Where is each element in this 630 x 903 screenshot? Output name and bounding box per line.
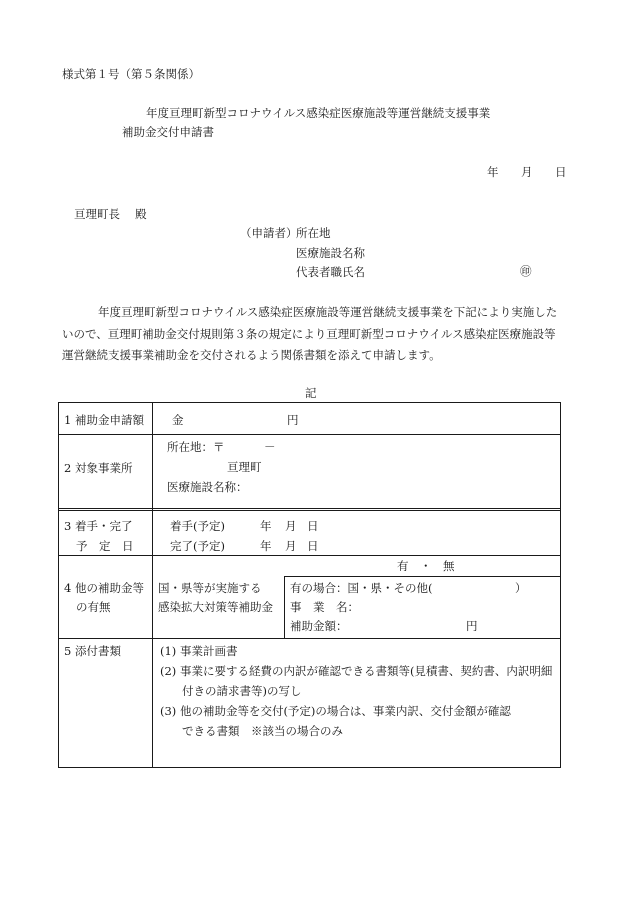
row4-case: 有の場合：国・県・その他(: [290, 581, 433, 595]
row3-label-line2: 予 定 日: [76, 539, 134, 553]
row3-start-year: 年: [260, 519, 272, 533]
row4-desc-line2: 感染拡大対策等補助金: [158, 600, 273, 614]
table-row-divider: [58, 434, 561, 435]
table-row-divider: [284, 576, 561, 577]
table-row-divider: [58, 638, 561, 639]
row2-postal-dash: －: [264, 440, 276, 454]
date-year: 年: [487, 165, 499, 179]
applicant-representative: 代表者職氏名: [296, 265, 365, 279]
row4-umu: 有 ・ 無: [397, 559, 455, 573]
row4-desc-line1: 国・県等が実施する: [158, 581, 262, 595]
addressee: 亘理町長 殿: [74, 207, 147, 221]
attachment-item-2: (2) 事業に要する経費の内訳が確認できる書類等(見積書、契約書、内訳明細: [160, 664, 553, 678]
ki-heading: 記: [305, 386, 317, 400]
title-line-1: 年度亘理町新型コロナウイルス感染症医療施設等運営継続支援事業: [146, 106, 491, 120]
row4-paren-close: ）: [515, 581, 527, 595]
date-day: 日: [555, 165, 567, 179]
row3-end: 完了(予定): [170, 539, 225, 553]
date-month: 月: [521, 165, 533, 179]
row2-facility: 医療施設名称：: [167, 480, 248, 494]
table-border-right: [560, 402, 561, 768]
attachment-item-2-cont: 付きの請求書等)の写し: [182, 684, 302, 698]
row1-label: 1 補助金申請額: [64, 413, 144, 427]
body-paragraph: [62, 302, 567, 367]
table-border-left: [58, 402, 59, 768]
table-row-divider: [58, 510, 561, 511]
seal-mark: ㊞: [520, 264, 532, 278]
table-border-top: [58, 402, 561, 403]
row2-town: 亘理町: [227, 460, 262, 474]
row4-label-line1: 4 他の補助金等: [64, 581, 144, 595]
table-border-bottom: [58, 767, 561, 768]
applicant-label: （申請者）: [240, 226, 298, 240]
attachment-item-3: (3) 他の補助金等を交付(予定)の場合は、事業内訳、交付金額が確認: [160, 704, 511, 718]
row3-end-day: 日: [307, 539, 319, 553]
body-text: 年度亘理町新型コロナウイルス感染症医療施設等運営継続支援事業を下記により実施したいので、亘理町補助金交付規則第３条の規定により亘理町新型コロナウイルス感染症医療施設等運営継続支援事業補助金を交付されるよう関係書類を添えて申請します。: [62, 305, 558, 362]
form-number: 様式第１号（第５条関係）: [62, 67, 200, 81]
row4-label-line2: の有無: [76, 600, 111, 614]
table-row-divider: [58, 555, 561, 556]
row4-project: 事 業 名：: [290, 600, 359, 614]
row2-address: 所在地：〒: [167, 440, 225, 454]
row3-end-month: 月: [285, 539, 297, 553]
row2-label: 2 対象事業所: [64, 461, 133, 475]
row3-end-year: 年: [260, 539, 272, 553]
row3-start-day: 日: [307, 519, 319, 533]
row4-yen: 円: [466, 619, 478, 633]
row1-kin: 金: [172, 413, 184, 427]
row3-label-line1: 3 着手・完了: [64, 519, 133, 533]
title-line-2: 補助金交付申請書: [122, 125, 214, 139]
row3-start: 着手(予定): [170, 519, 225, 533]
applicant-address: 所在地: [296, 226, 331, 240]
row1-yen: 円: [287, 413, 299, 427]
applicant-facility-name: 医療施設名称: [296, 246, 365, 260]
row5-label: 5 添付書類: [64, 644, 121, 658]
table-column-divider: [152, 402, 153, 768]
row3-start-month: 月: [285, 519, 297, 533]
row4-amount: 補助金額：: [290, 619, 348, 633]
attachment-item-1: (1) 事業計画書: [160, 644, 238, 658]
table-row-divider: [58, 508, 561, 509]
attachment-item-3-cont: できる書類 ※該当の場合のみ: [182, 724, 343, 738]
table-column-divider: [284, 576, 285, 638]
